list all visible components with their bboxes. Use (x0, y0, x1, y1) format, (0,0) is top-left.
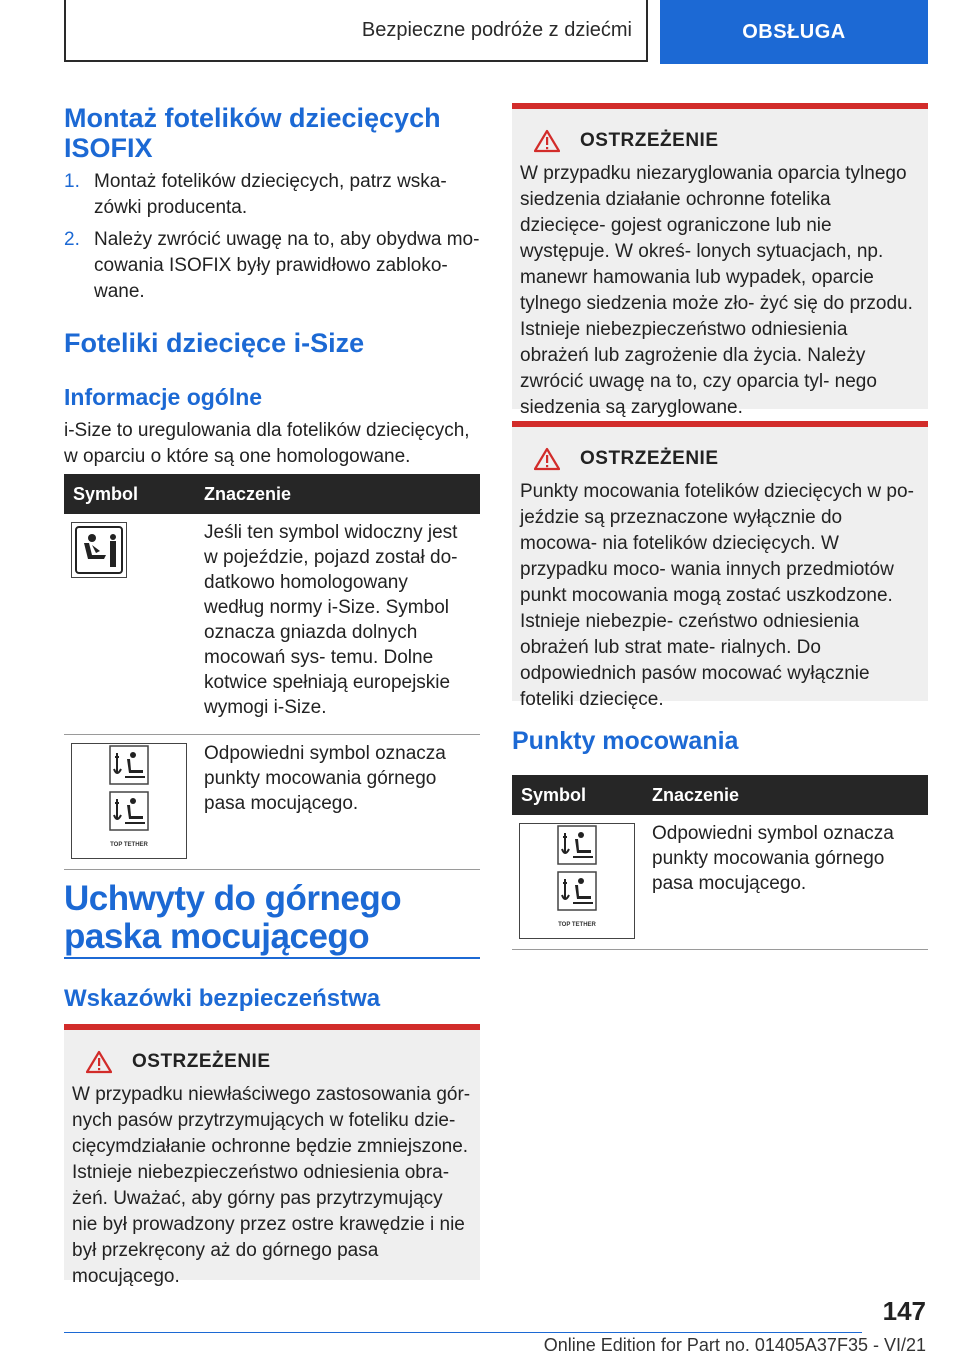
warning-triangle-icon (534, 129, 560, 153)
table-header-symbol: Symbol (512, 775, 643, 815)
tether-heading: Uchwyty do górnego paska mocującego (64, 879, 402, 956)
isofix-steps (64, 169, 480, 305)
warning-title: OSTRZEŻENIE (132, 1051, 271, 1072)
warning-text: W przypadku niewłaściwego zastosowania gór- nych pasów przytrzymujących w foteliku dzie- cięcymdziałanie ochronne będzie zmniejszone. Istnieje niebezpieczeństwo odniesienia obra- żeń. Uważać, aby górny pas przytrzymujący nie był prowadzony przez ostre krawędzie i nie był przekręcony aż do górnego pasa mocującego. (72, 1084, 471, 1287)
top-tether-caption: TOP TETHER (110, 841, 148, 848)
general-text: i-Size to uregulowania dla fotelików dziecięcych, w oparciu o które są one homologowane. (64, 420, 470, 467)
table-row (512, 815, 928, 950)
warning-triangle-icon (86, 1050, 112, 1074)
table-header-meaning: Znaczenie (643, 775, 928, 815)
warning-triangle-icon (534, 447, 560, 471)
chapter-tab[interactable]: OBSŁUGA (660, 0, 928, 64)
table-cell-meaning: Odpowiedni symbol oznacza punkty mocowania górnego pasa mocującego. (643, 815, 928, 950)
table-header-meaning: Znaczenie (195, 474, 480, 514)
table-cell-meaning: Jeśli ten symbol widoczny jest w pojeździe, pojazd został do- datkowo homologowany według normy i-Size. Symbol oznacza gniazda dolnych mocowań sys- temu. Dolne kotwice spełniają europejskie wymogi i-Size. (195, 514, 480, 735)
warning-text: Punkty mocowania fotelików dziecięcych w po- jeździe są przeznaczone wyłącznie do mocowa- nia fotelików dziecięcych. W przypadku moco- wania innych przedmiotów punkt mocowania mogą zostać uszkodzone. Istnieje niebezpie- czeństwo odniesienia obrażeń lub strat mate- rialnych. Do odpowiednich pasów mocować wyłącznie foteliki dziecięce. (520, 481, 914, 710)
step-text: Montaż fotelików dziecięcych, patrz wska- zówki producenta. (94, 171, 447, 218)
general-heading: Informacje ogólne (64, 384, 263, 410)
warning-box (512, 103, 928, 418)
table-header-symbol: Symbol (64, 474, 195, 514)
page-number: 147 (882, 1296, 926, 1326)
list-item (64, 169, 480, 221)
table-row (64, 514, 480, 735)
table-cell-meaning: Odpowiedni symbol oznacza punkty mocowania górnego pasa mocującego. (195, 735, 480, 870)
isofix-heading: Montaż fotelików dziecięcych ISOFIX (64, 103, 441, 163)
step-number: 1. (64, 171, 80, 192)
i-size-seat-icon (71, 522, 127, 578)
warning-box (64, 1024, 480, 1287)
step-text: Należy zwrócić uwagę na to, aby obydwa mo- cowania ISOFIX były prawidłowo zabloko- wane. (94, 229, 480, 302)
isize-heading: Foteliki dziecięce i-Size (64, 328, 365, 358)
top-tether-caption: TOP TETHER (558, 921, 596, 928)
edition-text: Online Edition for Part no. 01405A37F35 - VI/21 (543, 1335, 926, 1355)
table-row (64, 735, 480, 870)
step-number: 2. (64, 229, 80, 250)
heading-divider (64, 957, 480, 959)
anchor-symbol-table (512, 775, 928, 950)
top-tether-icon (519, 823, 635, 939)
list-item (64, 227, 480, 305)
warning-title: OSTRZEŻENIE (580, 130, 719, 151)
section-title: Bezpieczne podróże z dziećmi (64, 0, 648, 62)
top-tether-icon (71, 743, 187, 859)
safety-heading: Wskazówki bezpieczeństwa (64, 985, 381, 1012)
warning-box (512, 421, 928, 710)
warning-title: OSTRZEŻENIE (580, 448, 719, 469)
page-header (64, 0, 928, 64)
isize-symbol-table (64, 474, 480, 870)
warning-text: W przypadku niezaryglowania oparcia tylnego siedzenia działanie ochronne fotelika dziecięce- gojest ograniczone lub nie występuje. W okreś- lonych sytuacjach, np. manewr hamowania lub wypadek, oparcie tylnego siedzenia może zło- żyć się do przodu. Istnieje niebezpieczeństwo odniesienia obrażeń lub zagrożenie dla życia. Należy zwrócić uwagę na to, czy oparcia tyl- nego siedzenia są zaryglowane. (520, 163, 913, 418)
anchor-heading: Punkty mocowania (512, 727, 739, 755)
